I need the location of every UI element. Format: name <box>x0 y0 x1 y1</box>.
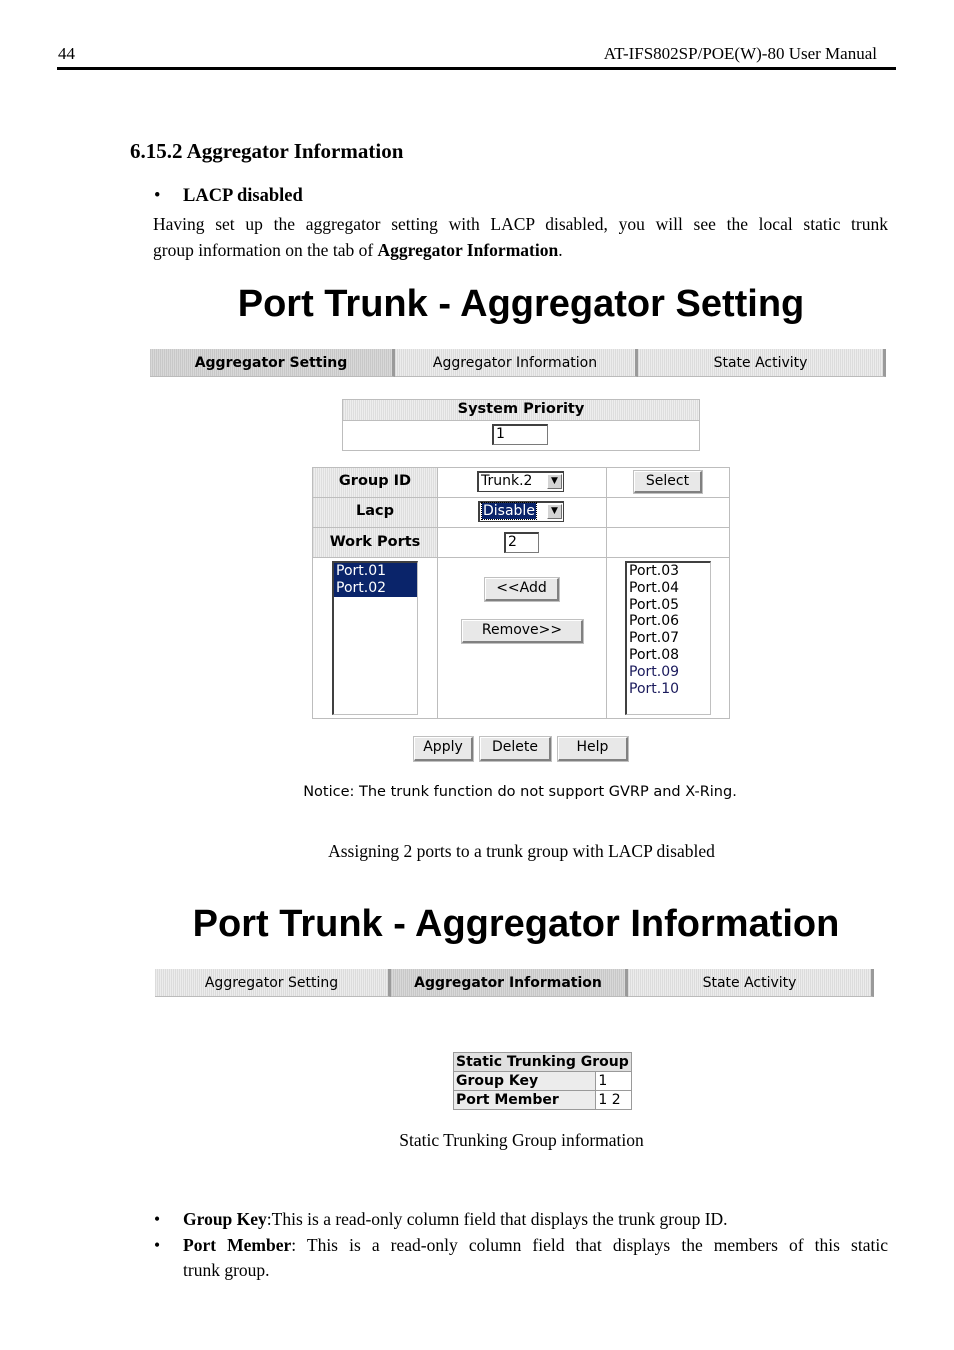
work-ports-label: Work Ports <box>329 534 421 550</box>
apply-button[interactable]: Apply <box>414 737 473 761</box>
paragraph-line2-bold: Aggregator Information <box>377 240 559 260</box>
select-button[interactable]: Select <box>634 471 702 493</box>
delete-button[interactable]: Delete <box>480 737 551 761</box>
screen1-title: Port Trunk - Aggregator Setting <box>237 283 805 325</box>
header-rule <box>57 67 896 70</box>
list-item[interactable]: Port.02 <box>334 580 417 597</box>
group-key-label: Group Key <box>454 1072 596 1091</box>
screen2-tabbar <box>155 969 874 997</box>
table-row <box>454 1053 632 1072</box>
list-item[interactable]: Port.05 <box>629 596 680 613</box>
caption-assigning-ports: Assigning 2 ports to a trunk group with LACP disabled <box>328 841 715 861</box>
trunk-notice: Notice: The trunk function do not support GVRP and X-Ring. <box>303 784 737 800</box>
grid-hline-1 <box>313 497 729 498</box>
tab-state-activity[interactable]: State Activity <box>628 969 874 997</box>
paragraph-line1: Having set up the aggregator setting with LACP disabled, you will see the local static trunk <box>153 214 888 234</box>
bullet-term: Group Key <box>183 1209 267 1229</box>
remove-button[interactable]: Remove>> <box>462 620 583 643</box>
list-item[interactable]: Port.03 <box>629 563 680 579</box>
grid-vline-2 <box>606 468 607 718</box>
bullet-lacp-disabled: • LACP disabled <box>154 186 303 206</box>
list-item[interactable]: Port.07 <box>629 630 680 647</box>
list-item[interactable]: Port.06 <box>629 613 680 630</box>
bullet-text: : This is a read-only column field that displays the members of this static <box>291 1235 888 1255</box>
list-item[interactable]: Port.04 <box>629 579 680 596</box>
list-item[interactable]: Port.01 <box>334 563 417 580</box>
help-button[interactable]: Help <box>558 737 628 761</box>
lacp-label: Lacp <box>356 503 394 519</box>
chevron-down-icon: ▼ <box>547 474 562 489</box>
table-header: Static Trunking Group <box>454 1053 632 1072</box>
screen1-tabbar <box>150 349 886 377</box>
section-title: 6.15.2 Aggregator Information <box>130 139 404 163</box>
bullet-heading-text: LACP disabled <box>183 186 303 206</box>
caption-static-trunking: Static Trunking Group information <box>399 1130 644 1150</box>
tab-aggregator-setting[interactable]: Aggregator Setting <box>150 349 395 377</box>
system-priority-input[interactable]: 1 <box>492 424 548 445</box>
tab-aggregator-setting[interactable]: Aggregator Setting <box>155 969 391 997</box>
bullet-group-key: • Group Key:This is a read-only column field that displays the trunk group ID. <box>154 1209 728 1229</box>
manual-title: AT-IFS802SP/POE(W)-80 User Manual <box>603 44 877 63</box>
list-item[interactable]: Port.09 <box>629 663 680 680</box>
group-id-value: Trunk.2 <box>481 473 533 489</box>
system-priority-label: System Priority <box>457 401 585 417</box>
lacp-select[interactable] <box>478 501 564 522</box>
bullet-term: Port Member <box>183 1235 292 1255</box>
paragraph-line2-pre: group information on the tab of <box>153 240 378 260</box>
grid-hline-3 <box>313 557 729 558</box>
static-trunking-group-table <box>453 1052 632 1110</box>
list-item[interactable]: Port.10 <box>629 680 680 697</box>
chevron-down-icon: ▼ <box>547 504 562 519</box>
intro-paragraph <box>153 211 888 263</box>
table-row <box>454 1091 632 1110</box>
add-button[interactable]: <<Add <box>485 578 559 601</box>
available-ports-list[interactable] <box>625 561 711 715</box>
list-item[interactable]: Port.08 <box>629 646 680 663</box>
group-key-value: 1 <box>596 1072 631 1091</box>
bullet-text-continued: trunk group. <box>183 1260 270 1280</box>
group-id-select[interactable] <box>477 471 564 492</box>
port-member-value: 1 2 <box>596 1091 631 1110</box>
port-member-label: Port Member <box>454 1091 596 1110</box>
tab-state-activity[interactable]: State Activity <box>638 349 886 377</box>
tab-aggregator-information[interactable]: Aggregator Information <box>391 969 628 997</box>
work-ports-input[interactable]: 2 <box>504 532 539 553</box>
group-id-label: Group ID <box>338 473 412 489</box>
paragraph-line2-post: . <box>558 240 563 260</box>
bullet-port-member: • Port Member: This is a read-only column field that displays the members of this static trunk group. <box>154 1233 888 1283</box>
tab-aggregator-information[interactable]: Aggregator Information <box>395 349 638 377</box>
table-row <box>454 1072 632 1091</box>
grid-vline-1 <box>437 468 438 718</box>
grid-hline-2 <box>313 527 729 528</box>
bullet-text: :This is a read-only column field that displays the trunk group ID. <box>266 1209 728 1229</box>
lacp-value: Disable <box>483 503 535 519</box>
screen2-title: Port Trunk - Aggregator Information <box>192 903 840 945</box>
page-number: 44 <box>58 44 75 63</box>
member-ports-list[interactable] <box>332 561 418 715</box>
